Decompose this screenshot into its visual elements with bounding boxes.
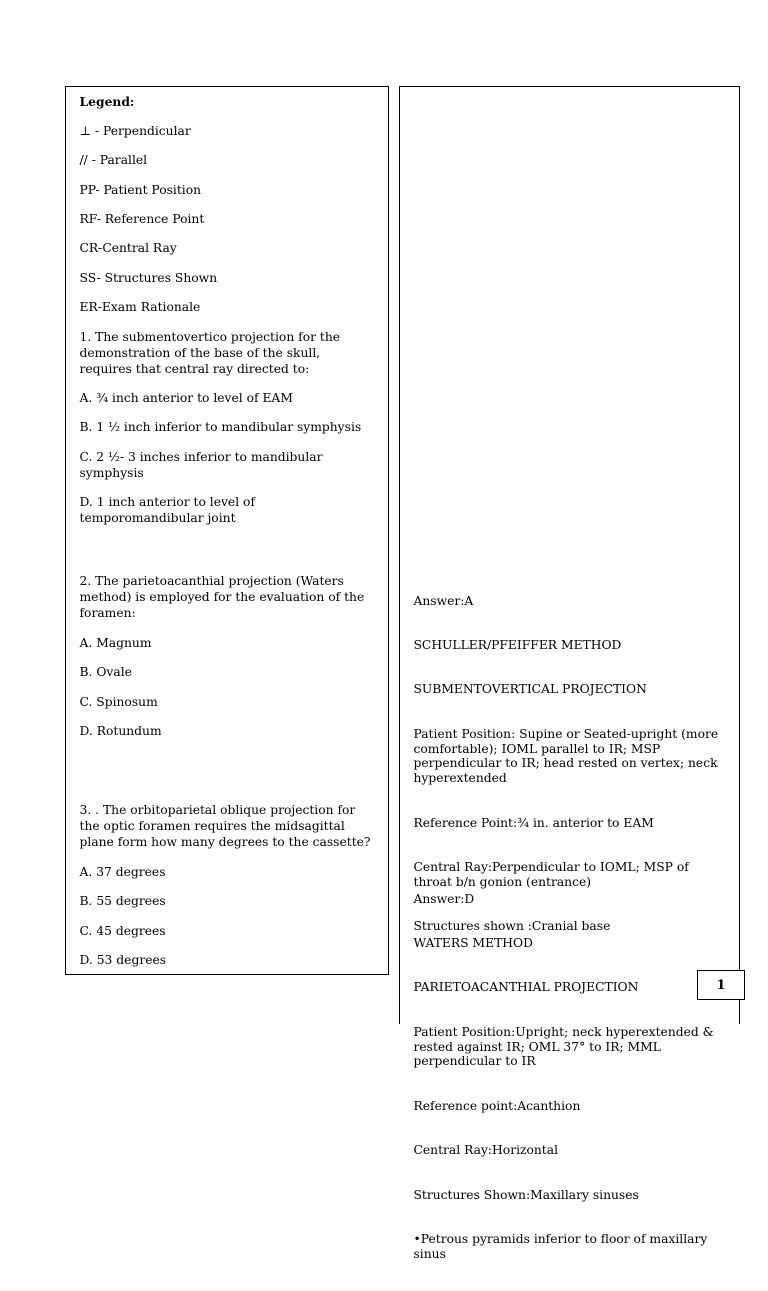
questions-panel (65, 86, 389, 975)
structures-shown: Structures shown :Cranial base (413, 919, 611, 934)
method-name: SCHULLER/PFEIFFER METHOD (413, 638, 622, 653)
answer-key: Answer:D (413, 891, 475, 906)
legend-item-perpendicular: ⊥ - Perpendicular (79, 123, 191, 138)
question-3-stem: 3. . The orbitoparietal oblique projection for the optic foramen requires the midsagittal plane form how many degrees to the cassette? (79, 803, 371, 850)
legend-item-exam-rationale: ER-Exam Rationale (79, 300, 201, 315)
reference-point: Reference Point:¾ in. anterior to EAM (413, 815, 654, 830)
question-2-option-b: B. Ovale (79, 665, 132, 680)
question-2-option-c: C. Spinosum (79, 694, 158, 709)
reference-point: Reference point:Acanthion (413, 1098, 581, 1113)
patient-position: Patient Position: Supine or Seated-upright (more comfortable); IOML parallel to IR; MSP perpendicular to IR; head rested on vertex; neck hyperextended (413, 726, 719, 786)
question-1-stem: 1. The submentovertico projection for the demonstration of the base of the skull, requires that central ray directed to: (79, 329, 341, 376)
question-3-option-d: D. 53 degrees (79, 952, 167, 967)
question-3-option-c: C. 45 degrees (79, 923, 166, 938)
question-1-option-a: A. ¾ inch anterior to level of EAM (79, 391, 293, 406)
legend-item-patient-position: PP- Patient Position (79, 182, 202, 197)
question-3-option-a: A. 37 degrees (79, 864, 166, 879)
legend-item-reference-point: RF- Reference Point (79, 212, 205, 227)
answer-key: Answer:A (413, 593, 474, 608)
central-ray: Central Ray:Horizontal (413, 1143, 559, 1158)
question-1-option-d: D. 1 inch anterior to level of temporomandibular joint (79, 495, 255, 526)
page-number: 1 (697, 970, 745, 1000)
question-1-option-b: B. 1 ½ inch inferior to mandibular symphysis (79, 420, 362, 435)
legend-item-central-ray: CR-Central Ray (79, 241, 177, 256)
projection-name: SUBMENTOVERTICAL PROJECTION (413, 682, 647, 697)
legend-item-parallel: // - Parallel (79, 153, 148, 168)
question-2-option-a: A. Magnum (79, 635, 152, 650)
question-2-option-d: D. Rotundum (79, 723, 162, 738)
question-2-stem: 2. The parietoacanthial projection (Waters method) is employed for the evaluation of the foramen: (79, 574, 365, 621)
bullet-note: •Petrous pyramids inferior to floor of maxillary sinus (413, 1232, 708, 1261)
question-3-option-b: B. 55 degrees (79, 894, 166, 909)
question-1-option-c: C. 2 ½- 3 inches inferior to mandibular symphysis (79, 449, 323, 480)
structures-shown: Structures Shown:Maxillary sinuses (413, 1187, 639, 1202)
answers-panel (399, 86, 740, 1261)
legend-item-structures-shown: SS- Structures Shown (79, 270, 218, 285)
method-name: WATERS METHOD (413, 936, 533, 951)
patient-position: Patient Position:Upright; neck hyperextended & rested against IR; OML 37° to IR; MML perpendicular to IR (413, 1024, 714, 1069)
projection-name: PARIETOACANTHIAL PROJECTION (413, 980, 639, 995)
answer-block-2 (414, 862, 714, 1291)
legend-title: Legend: (79, 93, 135, 109)
central-ray: Central Ray:Perpendicular to IOML; MSP of throat b/n gonion (entrance) (413, 860, 689, 889)
